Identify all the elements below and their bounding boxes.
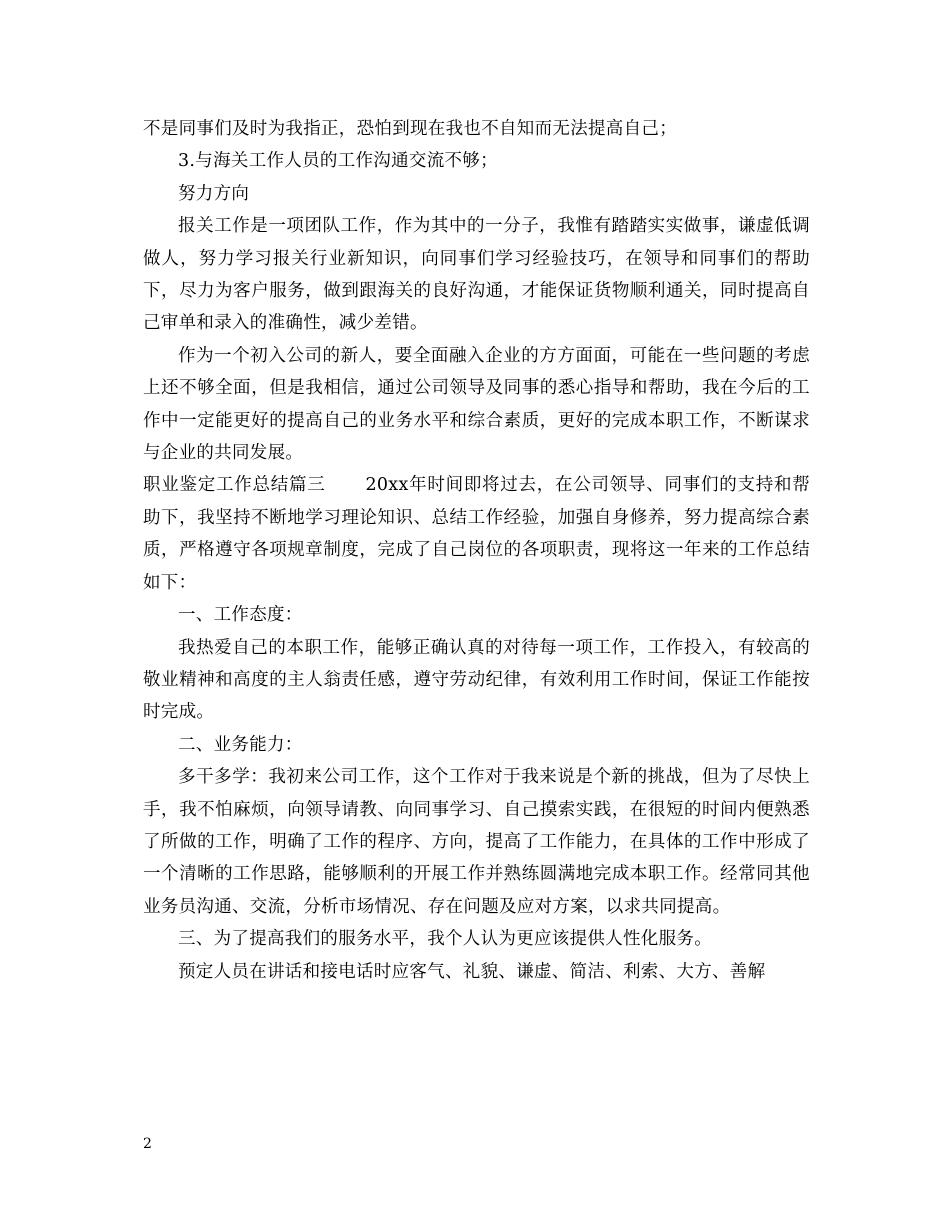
paragraph-2: 3.与海关工作人员的工作沟通交流不够；: [178, 151, 498, 172]
paragraph-4: 报关工作是一项团队工作，作为其中的一分子，我惟有踏踏实实做事，谦虚低调做人，努力学习报关行业新知识，向同事们学习经验技巧，在领导和同事们的帮助下，尽力为客户服务，做到跟海关的良好沟通，才能保证货物顺利通关，同时提高自己审单和录入的准确性，减少差错。: [143, 216, 810, 334]
paragraph-7: 我热爱自己的本职工作，能够正确认真的对待每一项工作，工作投入，有较高的敬业精神和高度的主人翁责任感，遵守劳动纪律，有效利用工作时间，保证工作能按时完成。: [143, 637, 810, 723]
paragraph-6: 一、工作态度：: [178, 605, 303, 626]
paragraph-3: 努力方向: [178, 183, 250, 204]
document-body: [143, 113, 810, 988]
paragraph-1: 不是同事们及时为我指正，恐怕到现在我也不自知而无法提高自己；: [143, 119, 677, 139]
paragraph-11: 预定人员在讲话和接电话时应客气、礼貌、谦虚、简洁、利索、大方、善解: [178, 961, 766, 982]
section-heading-line: [143, 469, 810, 599]
paragraph-9: 多干多学：我初来公司工作，这个工作对于我来说是个新的挑战，但为了尽快上手，我不怕麻烦，向领导请教、向同事学习、自己摸索实践，在很短的时间内便熟悉了所做的工作，明确了工作的程序、方向，提高了工作能力，在具体的工作中形成了一个清晰的工作思路，能够顺利的开展工作并熟练圆满地完成本职工作。经常同其他业务员沟通、交流，分析市场情况、存在问题及应对方案，以求共同提高。: [143, 767, 810, 917]
paragraph-10: 三、为了提高我们的服务水平，我个人认为更应该提供人性化服务。: [178, 929, 712, 950]
paragraph-8: 二、业务能力：: [178, 734, 303, 755]
page-number: 2: [143, 1136, 152, 1152]
section-heading: 职业鉴定工作总结篇三: [143, 475, 326, 496]
paragraph-5: 作为一个初入公司的新人，要全面融入企业的方方面面，可能在一些问题的考虑上还不够全面，但是我相信，通过公司领导及同事的悉心指导和帮助，我在今后的工作中一定能更好的提高自己的业务水平和综合素质，更好的完成本职工作，不断谋求与企业的共同发展。: [143, 345, 810, 464]
section-intro: 20xx年时间即将过去，在公司领导、同事们的支持和帮助下，我坚持不断地学习理论知识、总结工作经验，加强自身修养，努力提高综合素质，严格遵守各项规章制度，完成了自己岗位的各项职责，现将这一年来的工作总结如下：: [143, 475, 810, 593]
